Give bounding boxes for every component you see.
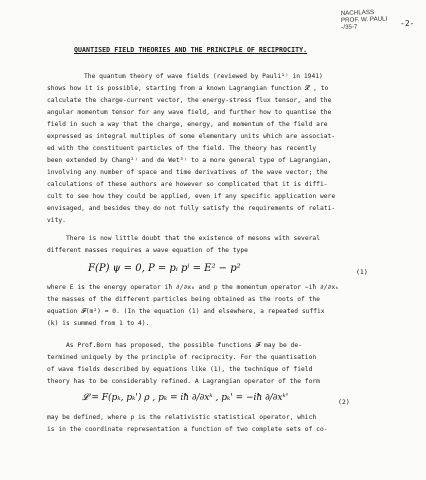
paragraph2-line: different masses requires a wave equation of the type — [47, 247, 248, 254]
paragraph1-line: involving any number of space and time derivatives of the wave vector; the — [47, 169, 328, 176]
paragraph3-line: (k) is summed from 1 to 4). — [47, 320, 150, 327]
paragraph1-line: expressed as integral multiples of some elementary units which are associat- — [47, 133, 336, 140]
archive-stamp — [341, 8, 400, 32]
paragraph5-line: is in the coordinate representation a function of two complete sets of co- — [47, 426, 328, 433]
paragraph3-line: where E is the energy operator iħ ∂/∂x₀ and p the momentum operator −iħ ∂/∂xₖ — [47, 284, 339, 291]
stamp-line-1: NACHLASS — [340, 8, 375, 18]
paragraph1-line: cult to see how they could be applied, even if any specific application were — [47, 193, 336, 200]
paragraph4-line: As Prof.Born has proposed, the possible functions 𝓕 may be de- — [66, 342, 302, 349]
paragraph5-line: may be defined, where ρ is the relativistic statistical operator, which — [47, 414, 317, 421]
paragraph3-line: the masses of the different particles being obtained as the roots of the — [47, 296, 320, 303]
equation-1-number: (1) — [356, 268, 368, 276]
paragraph1-line: The quantum theory of wave fields (reviewed by Pauli¹⁾ in 1941) — [84, 73, 323, 80]
paragraph4-line: theory has to be considerably refined. A Lagrangian operator of the form — [47, 378, 320, 385]
paragraph1-line: envisaged, and besides they do not fully satisfy the requirements of relati- — [47, 205, 336, 212]
page-number: -2- — [400, 19, 415, 28]
paragraph4-line: of wave fields described by equations like (1), the technique of field — [47, 366, 313, 373]
paragraph1-line: ed with the constituent particles of the field. The theory has recently — [47, 145, 317, 152]
paragraph1-line: shows how it is possible, starting from a known Lagrangian function 𝓛 , to — [47, 85, 329, 92]
paragraph1-line: vity. — [47, 217, 66, 224]
equation-1: F(P) ψ = 0, P = pᵢ pⁱ = E² − p² — [88, 263, 241, 274]
stamp-line-2: PROF. W. PAULI — [340, 15, 388, 25]
equation-2: 𝓛 = F(pₖ, pₖ') ρ , pₖ = iħ ∂/∂xᵏ , pₖ' = −iħ ∂/∂xᵏ' — [82, 393, 289, 403]
paragraph4-line: termined uniquely by the principle of reciprocity. For the quantisation — [47, 354, 317, 361]
paragraph1-line: angular momentum tensor for any wave field, and further how to quantise the — [47, 109, 332, 116]
paragraph1-line: been extended by Chang²⁾ and de Wet³⁾ to a more general type of Lagrangian, — [47, 157, 332, 164]
paragraph3-line: equation 𝓕(m²) = 0. (In the equation (1) and elsewhere, a repeated suffix — [47, 308, 325, 315]
document-title: QUANTISED FIELD THEORIES AND THE PRINCIPLE OF RECIPROCITY. — [74, 46, 308, 54]
paragraph2-line: There is now little doubt that the existence of mesons with several — [66, 235, 321, 242]
paragraph1-line: calculations of these authors are however so complicated that it is diffi- — [47, 181, 328, 188]
paragraph1-line: field in such a way that the charge, energy, and momentum of the field are — [47, 121, 328, 128]
stamp-line-3: -/35-7 — [341, 23, 358, 32]
paragraph1-line: calculate the charge-current vector, the energy-stress flux tensor, and the — [47, 97, 332, 104]
equation-2-number: (2) — [338, 398, 350, 406]
